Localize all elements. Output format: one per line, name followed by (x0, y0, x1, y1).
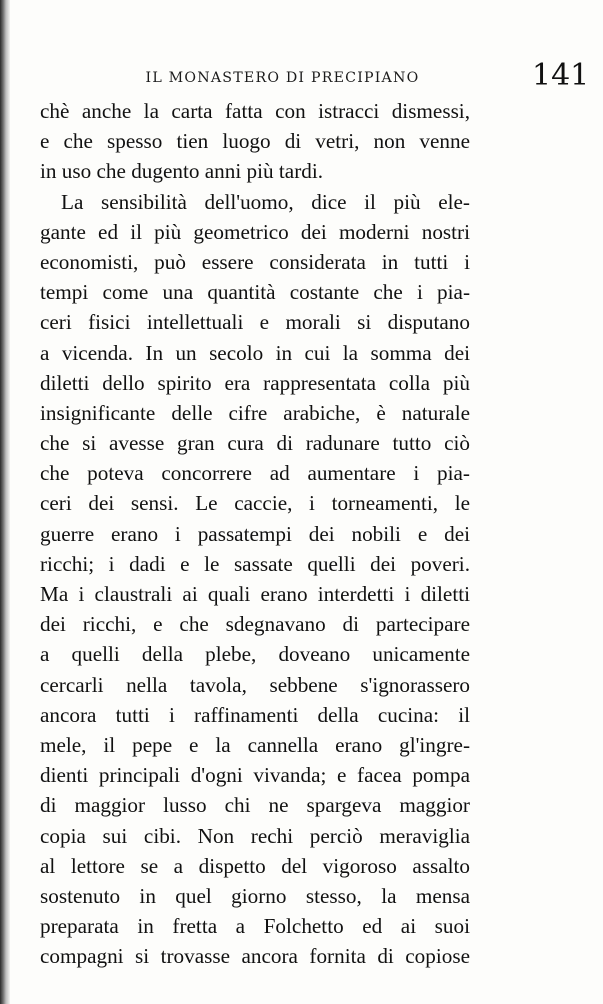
text-line: guerre erano i passatempi dei nobili e dei (40, 521, 470, 546)
text-line: ancora tutti i raffinamenti della cucina: il (40, 702, 470, 727)
text-line: di maggior lusso chi ne spargeva maggior (40, 793, 470, 818)
text-line: copia sui cibi. Non rechi perciò meraviglia (40, 823, 470, 848)
page-number: 141 (532, 58, 590, 93)
text-line: preparata in fretta a Folchetto ed ai suoi (40, 914, 470, 939)
text-line: economisti, può essere considerata in tutti i (40, 249, 470, 274)
text-line: ricchi; i dadi e le sassate quelli dei poveri. (40, 551, 470, 576)
text-line: e che spesso tien luogo di vetri, non venne (40, 129, 470, 154)
text-line: insignificante delle cifre arabiche, è naturale (40, 400, 470, 425)
running-header-title: IL MONASTERO DI PRECIPIANO (145, 70, 420, 86)
text-line: mele, il pepe e la cannella erano gl'ingre- (40, 732, 470, 757)
text-line: ceri fisici intellettuali e morali si disputano (40, 310, 470, 335)
text-line: ceri dei sensi. Le caccie, i torneamenti, le (40, 491, 470, 516)
text-line: tempi come una quantità costante che i pia- (40, 280, 470, 305)
text-line: dienti principali d'ogni vivanda; e facea pompa (40, 763, 470, 788)
paragraph-start-line: La sensibilità dell'uomo, dice il più ele- (61, 189, 470, 214)
text-line: chè anche la carta fatta con istracci dismessi, (40, 99, 470, 123)
text-line: al lettore se a dispetto del vigoroso assalto (40, 853, 470, 878)
body-text (40, 96, 470, 971)
page-binding-edge (0, 0, 10, 1004)
text-line: diletti dello spirito era rappresentata colla più (40, 370, 470, 395)
text-line: a quelli della plebe, doveano unicamente (40, 642, 470, 667)
text-line: che poteva concorrere ad aumentare i pia- (40, 461, 470, 486)
text-line: in uso che dugento anni più tardi. (40, 159, 324, 184)
text-line: cercarli nella tavola, sebbene s'ignorassero (40, 672, 470, 697)
text-line: sostenuto in quel giorno stesso, la mensa (40, 883, 470, 908)
text-line: compagni si trovasse ancora fornita di copiose (40, 944, 470, 969)
text-line: dei ricchi, e che sdegnavano di partecipare (40, 612, 470, 637)
text-line: Ma i claustrali ai quali erano interdetti i diletti (40, 582, 470, 606)
text-line: gante ed il più geometrico dei moderni nostri (40, 219, 470, 244)
text-line: che si avesse gran cura di radunare tutto ciò (40, 431, 470, 456)
text-line: a vicenda. In un secolo in cui la somma dei (40, 340, 470, 365)
